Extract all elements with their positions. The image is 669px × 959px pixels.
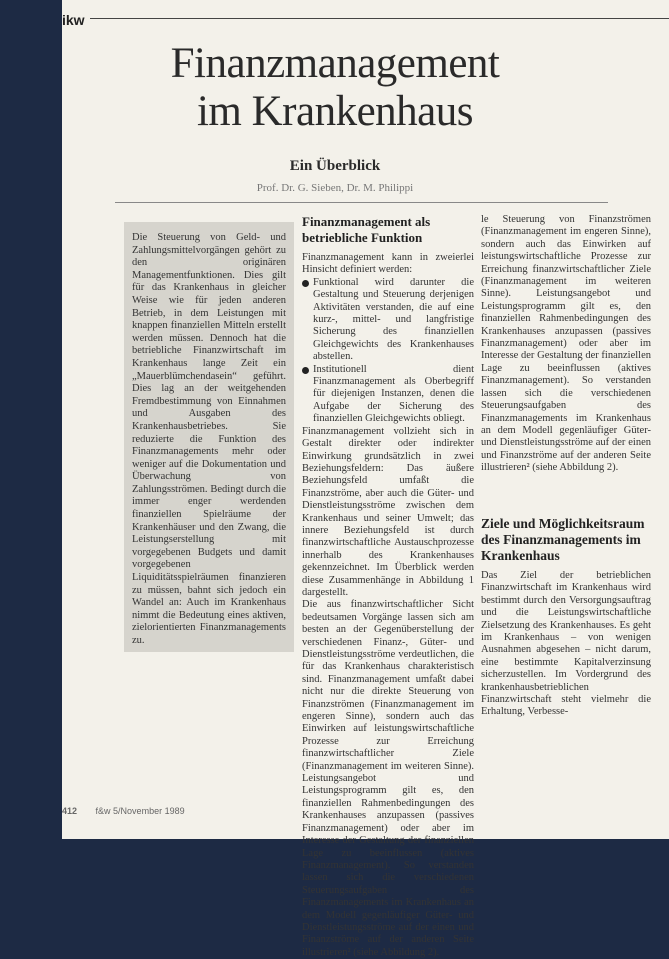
section-1-para-1: Finanzmanagement vollzieht sich in Gestalt direkter oder indirekter Einwirkung grundsätzlich in zwei Beziehungsfeldern: Das äußere Beziehungsfeld umfaßt die Finanzströme, aber auch die Güter- und Dienstleistungsströme zwischen dem Krankenhaus und seiner Umwelt; das innere Beziehungsfeld ist durch finanzwirtschaftliche Austauschprozesse innerhalb des Krankenhauses gekennzeichnet. Im Überblick werden diese Zusammenhänge in Abbildung 1 dargestellt. bbox=[302, 425, 474, 598]
section-2-para: Das Ziel der betrieblichen Finanzwirtschaft im Krankenhaus wird bestimmt durch den Versorgungsauftrag und die Leistungswirtschaftliche Zielsetzung des Krankenhauses. Es geht im Krankenhaus – von wenigen Ausnahmen abgesehen – nicht darum, eine bestimmte Kapitalverzinsung sicherzustellen. Im Vordergrund des krankenhausbetrieblichen Finanzwirtschaft steht vielmehr die Erhaltung, Verbesse- bbox=[481, 570, 651, 718]
title-rule bbox=[115, 202, 608, 203]
title-line-1: Finanzmanagement bbox=[170, 40, 500, 87]
bullet-text-1: Funktional wird darunter die Gestaltung und Steuerung derjenigen Aktivitäten verstanden, die auf eine kurz-, mittel- und langfristige Sicherung des finanziellen Gleichgewichts des Krankenhauses abstellen. bbox=[313, 276, 474, 363]
article-subtitle: Ein Überblick bbox=[289, 158, 381, 174]
list-item bbox=[302, 277, 474, 364]
article-authors: Prof. Dr. G. Sieben, Dr. M. Philippi bbox=[256, 182, 414, 194]
section-1-heading: Finanzmanagement als betriebliche Funktion bbox=[302, 214, 431, 245]
page-number: 412 bbox=[62, 806, 78, 816]
column-3 bbox=[481, 214, 651, 719]
intro-text: Die Steuerung von Geld- und Zahlungsmittelvorgängen gehört zu den originären Managementfunktionen. Dies gilt für das Krankenhaus in gleicher Weise wie für jeden anderen Betrieb, in dem Leistungen mit knappen finanziellen Mitteln erstellt werden müssen. Dennoch hat die betriebliche Finanzwirtschaft im Krankenhaus lange Zeit ein „Mauerblümchendasein“ geführt. Dies lag an der weitgehenden Fremdbestimmung von Einnahmen und Ausgaben des Krankenhausbetriebes. Sie reduzierte die Funktion des Finanzmanagements mehr oder weniger auf die Dokumentation und Überwachung von Zahlungsströmen. Bedingt durch die immer enger werdenden finanziellen Spielräume der Krankenhäuser und den Zwang, die Leistungserstellung mit vorgegebenen Budgets und damit vorgegebenen Liquiditätsspielräumen finanzieren zu müssen, bahnt sich jedoch ein Wandel an: Auch im Krankenhaus nimmt die Bedeutung eines aktiven, zielorientierten Finanzmanagements zu. bbox=[132, 232, 286, 646]
bullet-icon bbox=[302, 280, 309, 287]
list-item bbox=[302, 364, 474, 426]
section-1-para-2: Die aus finanzwirtschaftlicher Sicht bedeutsamen Vorgänge lassen sich am besten an der Gegenüberstellung der verschiedenen Finanz-, Güter- und Dienstleistungsströme verdeutlichen, die für das Krankenhaus charakteristisch sind. Finanzmanagement umfaßt dabei nicht nur die direkte Steuerung von Finanzströmen (Finanzmanagement im engeren Sinne), sondern auch das Einwirken auf leistungswirtschaftliche Prozesse zur Erreichung finanzwirtschaftlicher Ziele (Finanzmanagement im weiteren Sinne). Leistungsangebot und Leistungsprogramm gilt es, den finanziellen Rahmenbedingungen des Krankenhauses anzupassen (passives Finanzmanagement) oder aber im Interesse der Gestaltung der finanziellen Lage zu beeinflussen (aktives Finanzmanagement). So verstanden lassen sich die verschiedenen Steuerungsaufgaben des Finanzmanagements im Krankenhaus an dem Modell gegenläufiger Güter- und Dienstleistungsströme auf der einen und Finanzströme auf der anderen Seite illustrieren² (siehe Abbildung 2). bbox=[302, 599, 474, 958]
article-title bbox=[62, 40, 608, 136]
section-1-intro: Finanzmanagement kann in zweierlei Hinsicht definiert werden: bbox=[302, 252, 474, 276]
definition-list bbox=[302, 277, 474, 426]
bullet-text-2: Institutionell dient Finanzmanagement als Oberbegriff für diejenigen Instanzen, denen die Aufgabe der Sicherung des finanziellen Gleichgewichts obliegt. bbox=[313, 363, 474, 425]
page-footer bbox=[62, 806, 608, 816]
title-line-2: im Krankenhaus bbox=[196, 88, 473, 135]
column-2 bbox=[302, 214, 474, 959]
journal-issue: f&w 5/November 1989 bbox=[95, 806, 185, 816]
bullet-icon bbox=[302, 367, 309, 374]
section-1-continued: le Steuerung von Finanzströmen (Finanzmanagement im engeren Sinne), sondern auch das Einwirken auf leistungswirtschaftliche Prozesse zur Erreichung finanzwirtschaftlicher Ziele (Finanzmanagement im weiteren Sinne). Leistungsangebot und Leistungsprogramm gilt es, den finanziellen Rahmenbedingungen des Krankenhauses anzupassen (passives Finanzmanagement) oder aber im Interesse der Gestaltung der finanziellen Lage zu beeinflussen (aktives Finanzmanagement). So verstanden lassen sich die verschiedenen Steuerungsaufgaben des Finanzmanagements im Krankenhaus an dem Modell gegenläufiger Güter- und Dienstleistungsströme auf der einen und Finanzströme auf der anderen Seite illustrieren² (siehe Abbildung 2). bbox=[481, 214, 651, 474]
header-rule bbox=[90, 18, 669, 19]
journal-logo: ikw bbox=[62, 12, 89, 28]
section-2-heading: Ziele und Möglichkeitsraum des Finanzmanagements im Krankenhaus bbox=[481, 516, 645, 563]
intro-box bbox=[124, 222, 294, 652]
column-3-top bbox=[481, 214, 651, 504]
